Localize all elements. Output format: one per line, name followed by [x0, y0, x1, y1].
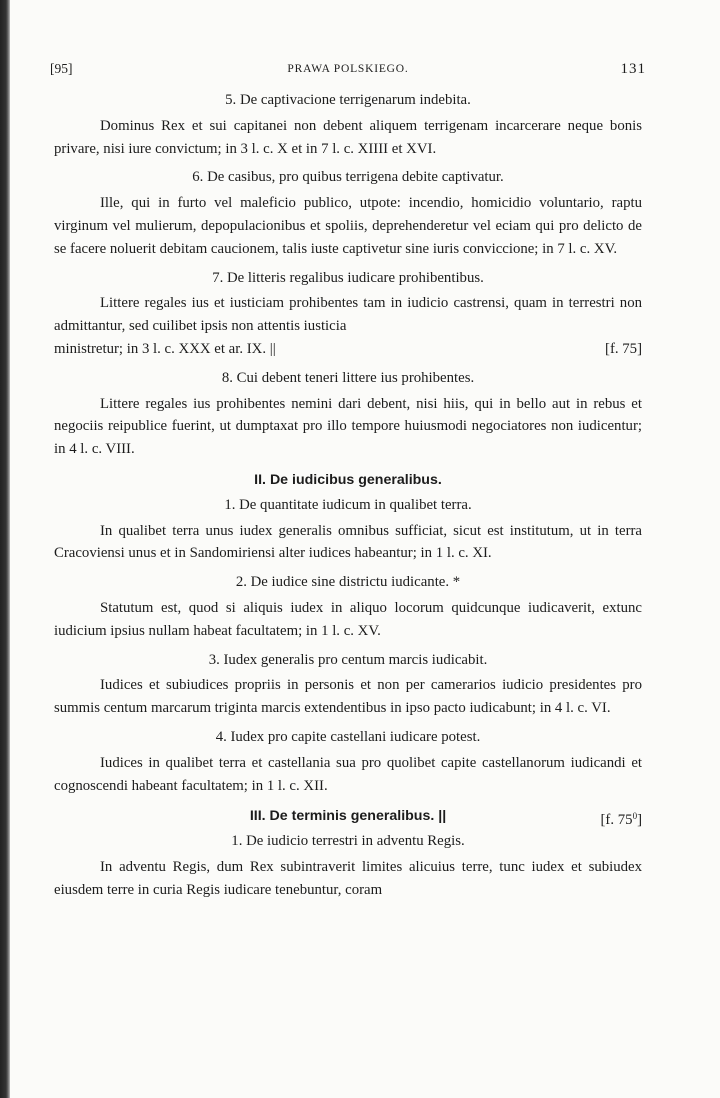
ch2-section-heading-3: 3. Iudex generalis pro centum marcis iudicabit.: [208, 651, 488, 668]
ch3-section-text-1: In adventu Regis, dum Rex subintraverit limites alicuius terre, tunc iudex et subiudex eiusdem terre in curia Regis iudicare tenebuntur, coram: [54, 858, 642, 898]
running-head: [50, 56, 646, 78]
chapter-title-3-row: [54, 805, 642, 828]
folio-reference-2-text: [f. 75: [600, 812, 633, 829]
ch2-section-heading-4: 4. Iudex pro capite castellani iudicare potest.: [215, 728, 481, 745]
section-heading-8: 8. Cui debent teneri littere ius prohibentes.: [221, 369, 475, 386]
ch2-section-heading-2: 2. De iudice sine districtu iudicante. *: [235, 574, 461, 591]
ch2-section-text-1: In qualibet terra unus iudex generalis omnibus sufficiat, sicut est institutum, ut in terra Cracoviensi unus et in Sandomiriensi alter iudices habeantur; in 1 l. c. XI.: [54, 522, 642, 562]
ch3-section-heading-1: 1. De iudicio terrestri in adventu Regis.: [231, 833, 465, 850]
page-content: [50, 56, 646, 908]
ch2-section-text-3: Iudices et subiudices propriis in personis et non per camerarios iudicio presidentes pro summis centum marcarum triginta marcis extendentibus in ipso pacto iudicabunt; in 4 l. c. VI.: [54, 677, 642, 717]
section-text-6: Ille, qui in furto vel maleficio publico, utpote: incendio, homicidio voluntario, raptu virginum vel mulierum, depopulacionibus et spoliis, deprehenderetur vel eciam qui pro delicto de se facere noluerit debitam caucionem, talis iuste captivetur sine iuris conviccione; in 7 l. c. XV.: [54, 195, 642, 257]
chapter-title-2: II. De iudicibus generalibus.: [254, 471, 442, 488]
ch2-section-text-4: Iudices in qualibet terra et castellania sua pro quolibet capite castellanorum iudicandi et cognoscendi habeant facultatem; in 1 l. c. XII.: [54, 754, 642, 794]
folio-reference-2: [601, 805, 643, 832]
chapter-title-3: III. De terminis generalibus. ||: [249, 808, 447, 825]
section-heading-7: 7. De litteris regalibus iudicare prohibentibus.: [212, 269, 484, 286]
ch2-section-heading-1: 1. De quantitate iudicum in qualibet terra.: [224, 496, 472, 513]
section-text-5: Dominus Rex et sui capitanei non debent aliquem terrigenam incarcerare neque bonis privare, nisi iure convictum; in 3 l. c. X et in 7 l. c. XIIII et XVI.: [54, 117, 642, 157]
page-number: 131: [620, 61, 646, 77]
section-text-7-ending: ministretur; in 3 l. c. XXX et ar. IX. ||: [54, 340, 276, 357]
section-text-7-last-line: [54, 338, 642, 361]
section-heading-5: 5. De captivacione terrigenarum indebita.: [225, 92, 471, 108]
folio-reference-2-sup: 0: [632, 811, 638, 822]
ch2-section-text-2: Statutum est, quod si aliquis iudex in aliquo locorum quidcunque iudicaverit, extunc iudicium ipsius nullam habeat facultatem; in 1 l. c. XV.: [54, 599, 642, 639]
section-heading-6: 6. De casibus, pro quibus terrigena debite captivatur.: [192, 169, 504, 186]
section-text-7: Littere regales ius et iusticiam prohibentes tam in iudicio castrensi, quam in terrestri non admittantur, sed cuilibet ipsis non attentis iusticia: [54, 295, 642, 335]
folio-reference-2-close: ]: [637, 812, 642, 829]
page-binding-edge: [0, 0, 10, 1098]
running-title: PRAWA POLSKIEGO.: [287, 63, 409, 75]
folio-reference: [f. 75]: [605, 340, 642, 357]
section-text-8: Littere regales ius prohibentes nemini dari debent, nisi hiis, qui in bello aut in rebus et negociis reipublice fuerint, ut dumptaxat pro illo tempore huiusmodi negociatores non iudicentur; in 4 l. c. VIII.: [54, 395, 642, 458]
original-page-number: [95]: [50, 61, 73, 76]
